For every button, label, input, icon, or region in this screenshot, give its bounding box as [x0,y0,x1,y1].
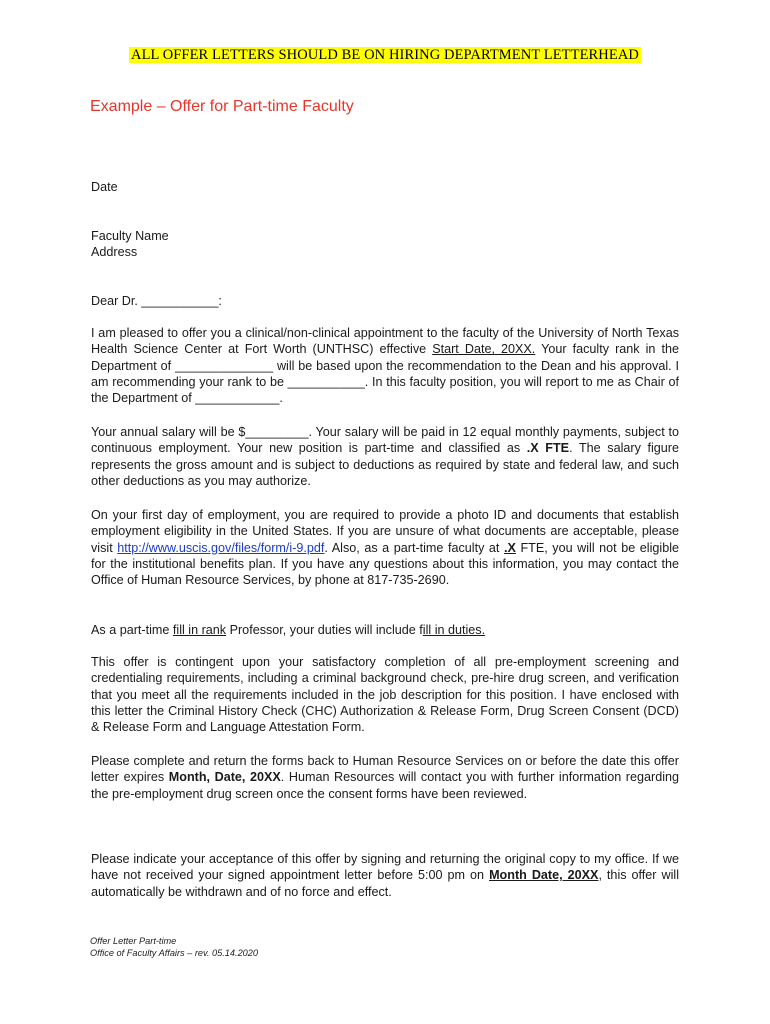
page-title: Example – Offer for Part-time Faculty [90,98,354,115]
date-line: Date [91,180,118,194]
deadline-date: Month Date, 20XX [489,868,599,883]
paragraph-text: FTE, you will not be eligible for the institutional benefits plan. If you have any questions about this information, you may contact the Office of Human Resource Services, by phone at 817-735-2690. [91,540,680,588]
paragraph-text: . Also, as a part-time faculty at [324,540,504,555]
paragraph-acceptance [91,851,679,900]
paragraph-text: , this offer will automatically be withdrawn and of no force and effect. [91,868,679,899]
address: Address [91,245,138,260]
paragraph-text: Professor, your duties will include f [226,623,423,637]
footer-doc-name: Offer Letter Part-time [90,936,177,946]
faculty-name: Faculty Name [91,229,169,243]
paragraph-first-day [91,507,679,588]
salutation: Dear Dr. ___________: [91,294,222,308]
letterhead-notice: ALL OFFER LETTERS SHOULD BE ON HIRING DEPARTMENT LETTERHEAD [131,47,639,63]
paragraph-text: I am pleased to offer you a clinical/non-clinical appointment to the faculty of the University of North Texas Health Science Center at Fort Worth (UNTHSC) effective [91,326,679,357]
paragraph-text: As a part-time [91,623,173,637]
paragraph-text: Please indicate your acceptance of this offer by signing and returning the original copy to my office. If we have not received your signed appointment letter before 5:00 pm on [91,852,679,883]
paragraph-salary [91,424,679,489]
expiry-date: Month, Date, 20XX [168,770,281,785]
footer-revision: Office of Faculty Affairs – rev. 05.14.2020 [90,948,259,958]
document-footer [90,935,258,959]
duties-placeholder: ill in duties. [422,623,486,637]
recipient-block [91,228,679,261]
start-date: Start Date, 20XX. [432,342,536,357]
paragraph-contingency: This offer is contingent upon your satisfactory completion of all pre-employment screening and credentialing requirements, including a criminal background check, pre-hire drug screen, and verification that you meet all the requirements included in the job description for this position. I have enclosed with this letter the Criminal History Check (CHC) Authorization & Release Form, Drug Screen Consent (DCD) & Release Form and Language Attestation Form. [91,655,679,735]
paragraph-text: On your first day of employment, you are required to provide a photo ID and documents that establish employment eligibility in the United States. If you are unsure of what documents are acceptable, please visit [91,508,679,555]
paragraph-text: Please complete and return the forms back to Human Resource Services on or before the date this offer letter expires [91,754,679,785]
letterhead-banner [0,46,770,64]
paragraph-text: . Human Resources will contact you with further information regarding the pre-employment drug screen once the consent forms have been reviewed. [91,770,680,801]
paragraph-text: Your faculty rank in the Department of ______________ will be based upon the recommendation to the Dean and his approval. I am recommending your rank to be ___________. In this faculty position, you will report to me as Chair of the Department of ____________. [91,342,679,406]
paragraph-forms [91,753,679,802]
paragraph-duties [91,622,679,638]
rank-placeholder: fill in rank [172,623,227,637]
fte-marker: .X [503,540,516,555]
paragraph-appointment [91,325,679,406]
fte-value: .X FTE [526,441,570,456]
i9-form-link[interactable]: http://www.uscis.gov/files/form/i-9.pdf [117,540,325,555]
paragraph-text: Your annual salary will be $_________. Your salary will be paid in 12 equal monthly payments, subject to continuous employment. Your new position is part-time and classified as [91,425,679,456]
paragraph-text: . The salary figure represents the gross amount and is subject to deductions as required by state and federal law, and such other deductions as you may authorize. [91,441,680,488]
